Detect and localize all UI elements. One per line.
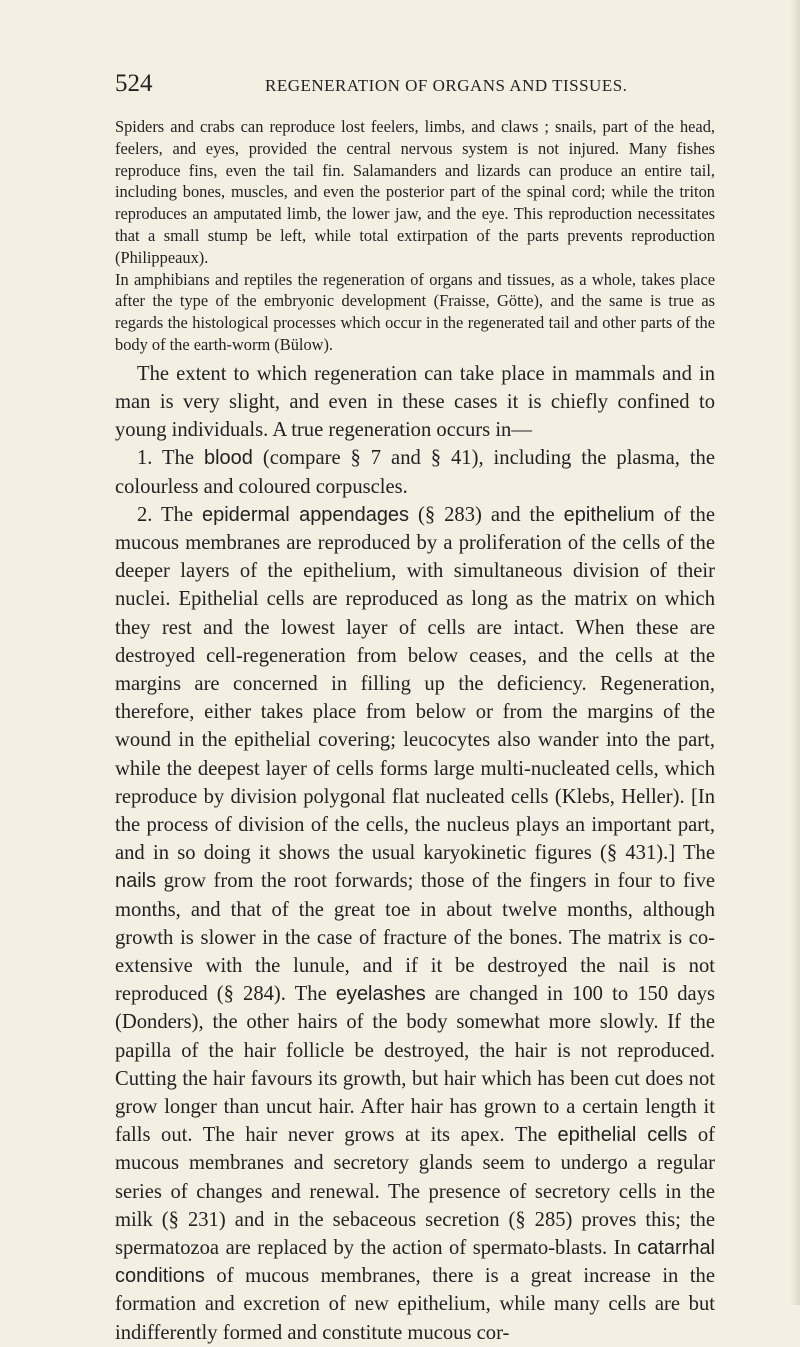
paragraph-intro: The extent to which regeneration can take place in mammals and in man is very slight, and even in these cases it is chiefly confined to young individuals. A true regeneration occurs in— bbox=[115, 362, 715, 442]
term-epithelial-cells: epithelial cells bbox=[557, 1124, 688, 1147]
term-nails: nails bbox=[115, 870, 157, 893]
term-epidermal-appendages: epidermal appendages bbox=[202, 503, 410, 526]
page bbox=[115, 70, 715, 1347]
small-print-section bbox=[115, 116, 715, 356]
main-text-section bbox=[115, 360, 715, 1347]
term-eyelashes: eyelashes bbox=[335, 983, 426, 1006]
term-catarrhal-conditions: catarrhal conditions bbox=[115, 1237, 715, 1288]
paragraph-amphibians: In amphibians and reptiles the regeneration of organs and tissues, as a whole, takes place after the type of the embryonic development (Fraisse, Götte), and the same is true as regards the histological processes which occur in the regenerated tail and other parts of the body of the earth-worm (Bülow). bbox=[115, 269, 715, 354]
running-title: REGENERATION OF ORGANS AND TISSUES. bbox=[265, 76, 628, 95]
page-header bbox=[115, 70, 715, 98]
page-number: 524 bbox=[115, 70, 153, 97]
term-epithelium: epithelium bbox=[563, 503, 655, 526]
list-item-epidermal: 2. The epidermal appendages (§ 283) and the epithelium of the mucous membranes are reproduced by a proliferation of the cells of the deeper layers of the epithelium, with simultaneous division of their nuclei. Epithelial cells are reproduced as long as the matrix on which they rest and the lowest layer of cells are intact. When these are destroyed cell-regeneration from below ceases, and the cells at the margins are concerned in filling up the deficiency. Regeneration, therefore, either takes place from below or from the margins of the wound in the epithelial covering; leucocytes also wander into the part, while the deepest layer of cells forms large multi-nucleated cells, which reproduce by division polygonal flat nucleated cells (Klebs, Heller). [In the process of division of the cells, the nucleus plays an important part, and in so doing it shows the usual karyokinetic figures (§ 431).] The nails grow from the root forwards; those of the fingers in four to five months, and that of the great toe in about twelve months, although growth is slower in the case of fracture of the bones. The matrix is co-extensive with the lunule, and if it be destroyed the nail is not reproduced (§ 284). The eyelashes are changed in 100 to 150 days (Donders), the other hairs of the body somewhat more slowly. If the papilla of the hair follicle be destroyed, the hair is not reproduced. Cutting the hair favours its growth, but hair which has been cut does not grow longer than uncut hair. After hair has grown to a certain length it falls out. The hair never grows at its apex. The epithelial cells of mucous membranes and secretory glands seem to undergo a regular series of changes and renewal. The presence of secretory cells in the milk (§ 231) and in the sebaceous secretion (§ 285) proves this; the spermatozoa are replaced by the action of spermato-blasts. In catarrhal conditions of mucous membranes, there is a great increase in the formation and excretion of new epithelium, while many cells are but indifferently formed and constitute mucous cor- bbox=[115, 503, 716, 1344]
term-blood: blood bbox=[204, 447, 253, 470]
page-edge-shadow bbox=[790, 0, 800, 1305]
paragraph-invertebrates: Spiders and crabs can reproduce lost feelers, limbs, and claws ; snails, part of the head, feelers, and eyes, provided the central nervous system is not injured. Many fishes reproduce fins, even the tail fin. Salamanders and lizards can produce an entire tail, including bones, muscles, and even the posterior part of the spinal cord; while the triton reproduces an amputated limb, the lower jaw, and the eye. This reproduction necessitates that a small stump be left, while total extirpation of the parts prevents reproduction (Philippeaux). bbox=[115, 117, 715, 267]
list-item-blood: 1. The blood (compare § 7 and § 41), including the plasma, the colourless and coloured corpuscles. bbox=[115, 447, 715, 498]
